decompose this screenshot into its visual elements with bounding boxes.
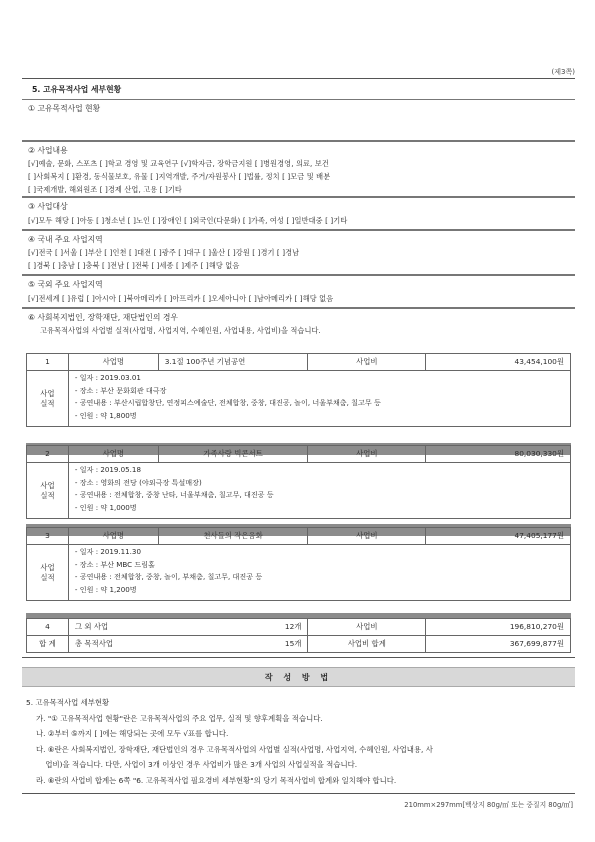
total-projects-label: 총 목적사업 — [74, 639, 113, 649]
project-name-value[interactable]: 천사들의 작은음화 — [158, 528, 308, 545]
project-name-label: 사업명 — [68, 528, 158, 545]
total-projects-cell — [68, 636, 307, 653]
box-title: ② 사업내용 — [28, 146, 68, 155]
project-table-2 — [26, 445, 571, 519]
guide-line: 라. ⑥란의 사업비 합계는 6쪽 "6. 고유목적사업 필요경비 세부현황"의 당기 목적사업비 합계와 일치해야 합니다. — [36, 775, 397, 785]
detail-line: - 장소 : 부산 문화회관 대극장 — [74, 385, 167, 395]
form-frame — [22, 78, 575, 658]
checkbox-line[interactable]: [ ]국제개발, 해외원조 [ ]경제 산업, 고용 [ ]기타 — [28, 185, 182, 194]
checkbox-line[interactable]: [ ]사회복지 [ ]환경, 동식물보호, 유물 [ ]지역개발, 주거/자원봉사 [ ]법률, 정치 [ ]모금 및 배분 — [28, 172, 331, 181]
detail-line: - 일자 : 2019.11.30 — [74, 547, 141, 556]
detail-line: - 공연내용 : 부산시립합창단, 연정피스예술단, 전체합창, 중창, 대진공, 놀이, 너울부채춤, 칠고무 등 — [74, 398, 381, 407]
guide-line: 다. ⑥란은 사회복지법인, 장학재단, 재단법인의 경우 고유목적사업의 사업별 실적(사업명, 사업지역, 수혜인원, 사업내용, 사 — [36, 744, 433, 754]
detail-line: - 인원 : 약 1,000명 — [74, 502, 137, 512]
detail-line: - 장소 : 부산 MBC 드림홀 — [74, 559, 155, 569]
project-cost-value[interactable]: 43,454,100원 — [426, 354, 571, 371]
detail-line: - 공연내용 : 전체합창, 중창, 놀이, 부채춤, 칠고무, 대진공 등 — [74, 572, 263, 581]
detail-line: - 장소 : 영화의 전당 (야외극장 특설매장) — [74, 477, 202, 487]
project-table-3 — [26, 527, 571, 601]
checkbox-line[interactable]: [√]전세계 [ ]유럽 [ ]아시아 [ ]북아메리카 [ ]아프리카 [ ]오세아니아 [ ]남아메리카 [ ]해당 없음 — [28, 294, 334, 303]
summary-table — [26, 618, 571, 653]
paper-spec: 210mm×297mm[백상지 80g/㎡ 또는 중질지 80g/㎡] — [404, 801, 573, 809]
total-label: 합 계 — [27, 636, 69, 653]
box-overseas-region — [22, 275, 575, 308]
other-number: 4 — [27, 619, 69, 636]
project-number: 2 — [27, 446, 69, 463]
guide-line: 업비)을 적습니다. 다만, 사업이 3개 이상인 경우 사업비가 많은 3개 사업의 사업실적을 적습니다. — [36, 760, 358, 769]
box-title: ① 고유목적사업 현황 — [28, 104, 101, 113]
project-cost-label: 사업비 — [308, 354, 426, 371]
performance-label: 사업 실적 — [27, 371, 69, 427]
performance-detail[interactable] — [68, 371, 570, 427]
project-table-1 — [26, 353, 571, 427]
performance-label: 사업 실적 — [27, 463, 69, 519]
box-subtitle: 고유목적사업의 사업별 실적(사업명, 사업지역, 수혜인원, 사업내용, 사업비)을 적습니다. — [40, 326, 321, 335]
project-name-value[interactable]: 3.1절 100주년 기념공연 — [158, 354, 308, 371]
performance-detail[interactable] — [68, 463, 570, 519]
guide-line: 가. "① 고유목적사업 현황"란은 고유목적사업의 주요 업무, 실적 및 향후계획을 적습니다. — [36, 713, 323, 723]
checkbox-line[interactable]: [ ]경북 [ ]충남 [ ]충북 [ ]전남 [ ]전북 [ ]세종 [ ]제주 [ ]해당 없음 — [28, 261, 240, 270]
project-cost-label: 사업비 — [308, 446, 426, 463]
checkbox-line[interactable]: [√]전국 [ ]서울 [ ]부산 [ ]인천 [ ]대전 [ ]광주 [ ]대구 [ ]울산 [ ]강원 [ ]경기 [ ]경남 — [28, 248, 300, 257]
total-cost-label: 사업비 합계 — [308, 636, 426, 653]
box-title: ④ 국내 주요 사업지역 — [28, 235, 103, 244]
performance-detail[interactable] — [68, 545, 570, 601]
detail-line: - 일자 : 2019.05.18 — [74, 465, 141, 474]
box-title: ⑥ 사회복지법인, 장학재단, 재단법인의 경우 — [28, 313, 178, 322]
checkbox-line[interactable]: [√]모두 해당 [ ]아동 [ ]청소년 [ ]노인 [ ]장애인 [ ]외국인(다문화) [ ]가족, 여성 [ ]일반대중 [ ]기타 — [28, 216, 348, 225]
detail-line: - 인원 : 약 1,800명 — [74, 410, 137, 420]
guide-line: 5. 고유목적사업 세부현황 — [26, 698, 110, 707]
box-domestic-region — [22, 230, 575, 275]
guide-title: 작 성 방 법 — [22, 667, 575, 687]
guide-line: 나. ②부터 ⑤까지 [ ]에는 해당되는 곳에 모두 √표를 합니다. — [36, 729, 229, 738]
box-performance — [22, 308, 575, 659]
other-projects-cell — [68, 619, 307, 636]
box-title: ③ 사업대상 — [28, 202, 68, 211]
other-cost-label: 사업비 — [308, 619, 426, 636]
box-project-content — [22, 141, 575, 197]
project-name-value[interactable]: 가족사랑 빅콘서트 — [158, 446, 308, 463]
project-name-label: 사업명 — [68, 446, 158, 463]
project-cost-label: 사업비 — [308, 528, 426, 545]
bottom-rule — [22, 793, 575, 794]
project-number: 1 — [27, 354, 69, 371]
project-cost-value[interactable]: 80,030,330원 — [426, 446, 571, 463]
detail-line: - 공연내용 : 전체합창, 중창 난타, 너울부채춤, 칠고무, 대진공 등 — [74, 490, 274, 499]
project-name-label: 사업명 — [68, 354, 158, 371]
total-cost-value[interactable]: 367,699,877원 — [426, 636, 571, 653]
box-project-target — [22, 197, 575, 230]
other-projects-count[interactable]: 12개 — [284, 622, 302, 632]
total-projects-count[interactable]: 15개 — [284, 639, 302, 649]
other-projects-label: 그 외 사업 — [74, 622, 109, 632]
checkbox-line[interactable]: [√]예술, 문화, 스포츠 [ ]학교 경영 및 교육연구 [√]학자금, 장학금지원 [ ]병원경영, 의료, 보건 — [28, 159, 329, 168]
project-cost-value[interactable]: 47,405,177원 — [426, 528, 571, 545]
detail-line: - 일자 : 2019.03.01 — [74, 373, 141, 382]
box-title: ⑤ 국외 주요 사업지역 — [28, 280, 103, 289]
section-title: 5. 고유목적사업 세부현황 — [32, 85, 122, 94]
box-project-status — [22, 99, 575, 141]
performance-label: 사업 실적 — [27, 545, 69, 601]
guide-section — [26, 698, 571, 791]
page-number: (제3쪽) — [551, 68, 575, 76]
other-cost-value[interactable]: 196,810,270원 — [426, 619, 571, 636]
detail-line: - 인원 : 약 1,200명 — [74, 584, 137, 594]
project-number: 3 — [27, 528, 69, 545]
